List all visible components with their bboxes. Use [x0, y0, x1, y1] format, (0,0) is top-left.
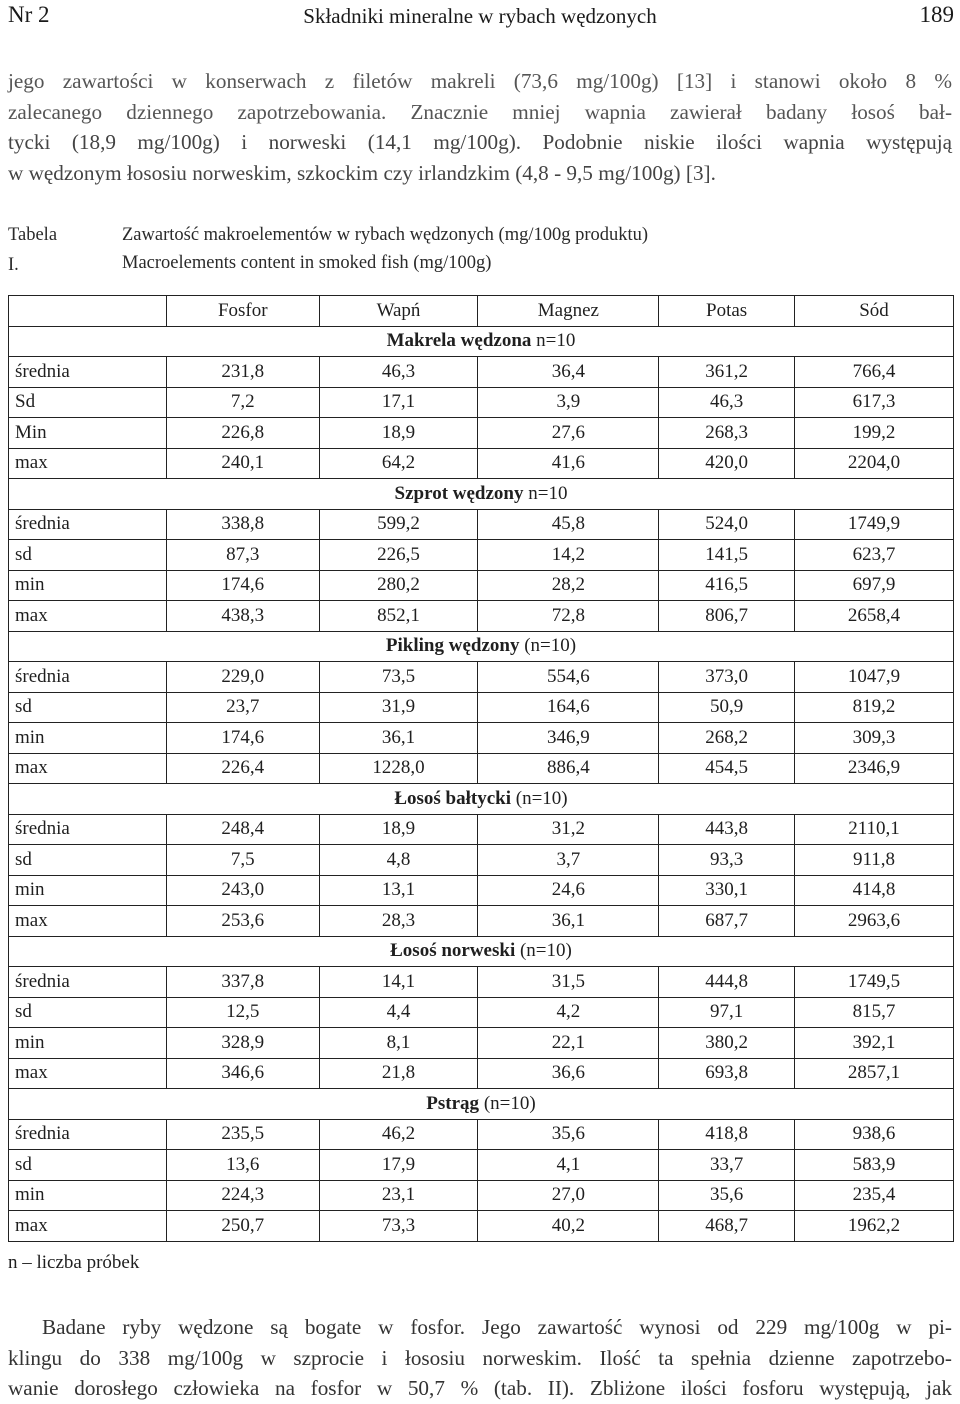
- sample-count: n=10: [536, 330, 576, 352]
- value-cell: 235,4: [795, 1180, 954, 1211]
- text-line: klingu do 338 mg/100g w szprocie i łososiu norweskim. Ilość ta spełnia dzienne zapotrzebo-: [8, 1345, 952, 1370]
- value-cell: 174,6: [167, 570, 320, 601]
- value-cell: 819,2: [795, 692, 954, 723]
- statistic-label: sd: [9, 997, 167, 1028]
- value-cell: 36,4: [478, 357, 659, 388]
- table-title-pl: Zawartość makroelementów w rybach wędzonych (mg/100g produktu): [122, 225, 649, 245]
- value-cell: 229,0: [167, 662, 320, 693]
- section-header-row: [9, 326, 954, 357]
- value-cell: 141,5: [659, 540, 795, 571]
- value-cell: 35,6: [478, 1119, 659, 1150]
- table-footnote: n – liczba próbek: [8, 1252, 140, 1273]
- value-cell: 36,1: [478, 906, 659, 937]
- statistic-label: sd: [9, 540, 167, 571]
- value-cell: 938,6: [795, 1119, 954, 1150]
- value-cell: 50,9: [659, 692, 795, 723]
- column-header: Sód: [795, 296, 954, 327]
- value-cell: 4,2: [478, 997, 659, 1028]
- value-cell: 8,1: [319, 1028, 478, 1059]
- sample-count: (n=10): [524, 635, 577, 657]
- value-cell: 27,0: [478, 1180, 659, 1211]
- value-cell: 28,2: [478, 570, 659, 601]
- text-line: zalecanego dziennego zapotrzebowania. Znacznie mniej wapnia zawierał badany łosoś bał-: [8, 99, 952, 124]
- value-cell: 392,1: [795, 1028, 954, 1059]
- value-cell: 33,7: [659, 1150, 795, 1181]
- value-cell: 64,2: [319, 448, 478, 479]
- fish-name: Łosoś norweski: [390, 940, 516, 962]
- sample-count: (n=10): [515, 787, 568, 809]
- value-cell: 22,1: [478, 1028, 659, 1059]
- section-header-row: [9, 479, 954, 510]
- table-row: [9, 723, 954, 754]
- value-cell: 13,1: [319, 875, 478, 906]
- value-cell: 623,7: [795, 540, 954, 571]
- journal-issue: Nr 2: [8, 2, 50, 27]
- value-cell: 1962,2: [795, 1211, 954, 1242]
- value-cell: 414,8: [795, 875, 954, 906]
- value-cell: 617,3: [795, 387, 954, 418]
- value-cell: 4,1: [478, 1150, 659, 1181]
- value-cell: 72,8: [478, 601, 659, 632]
- statistic-label: min: [9, 875, 167, 906]
- value-cell: 46,2: [319, 1119, 478, 1150]
- value-cell: 454,5: [659, 753, 795, 784]
- value-cell: 36,1: [319, 723, 478, 754]
- statistic-label: min: [9, 723, 167, 754]
- value-cell: 583,9: [795, 1150, 954, 1181]
- value-cell: 226,4: [167, 753, 320, 784]
- table-row: [9, 753, 954, 784]
- value-cell: 7,5: [167, 845, 320, 876]
- statistic-label: Sd: [9, 387, 167, 418]
- value-cell: 45,8: [478, 509, 659, 540]
- table-row: [9, 387, 954, 418]
- value-cell: 235,5: [167, 1119, 320, 1150]
- statistic-label: średnia: [9, 814, 167, 845]
- value-cell: 444,8: [659, 967, 795, 998]
- value-cell: 27,6: [478, 418, 659, 449]
- value-cell: 46,3: [659, 387, 795, 418]
- macroelements-table: [8, 295, 954, 1242]
- value-cell: 248,4: [167, 814, 320, 845]
- statistic-label: min: [9, 1180, 167, 1211]
- value-cell: 1047,9: [795, 662, 954, 693]
- value-cell: 24,6: [478, 875, 659, 906]
- page-number: 189: [919, 2, 954, 27]
- value-cell: 12,5: [167, 997, 320, 1028]
- value-cell: 250,7: [167, 1211, 320, 1242]
- value-cell: 18,9: [319, 814, 478, 845]
- statistic-label: max: [9, 906, 167, 937]
- value-cell: 35,6: [659, 1180, 795, 1211]
- fish-name: Łosoś bałtycki: [394, 787, 512, 809]
- value-cell: 226,5: [319, 540, 478, 571]
- value-cell: 346,6: [167, 1058, 320, 1089]
- value-cell: 886,4: [478, 753, 659, 784]
- table-row: [9, 509, 954, 540]
- table-row: [9, 418, 954, 449]
- table-row: [9, 906, 954, 937]
- value-cell: 3,9: [478, 387, 659, 418]
- statistic-label: średnia: [9, 357, 167, 388]
- value-cell: 1228,0: [319, 753, 478, 784]
- value-cell: 36,6: [478, 1058, 659, 1089]
- statistic-label: max: [9, 753, 167, 784]
- value-cell: 73,3: [319, 1211, 478, 1242]
- value-cell: 18,9: [319, 418, 478, 449]
- value-cell: 337,8: [167, 967, 320, 998]
- statistic-label: min: [9, 570, 167, 601]
- table-body: [9, 326, 954, 1241]
- table-row: [9, 448, 954, 479]
- sample-count: (n=10): [483, 1092, 536, 1114]
- text-line: jego zawartości w konserwach z filetów makreli (73,6 mg/100g) [13] i stanowi około 8 %: [8, 69, 952, 93]
- column-header: Fosfor: [167, 296, 320, 327]
- text-line: w wędzonym łososiu norweskim, szkockim czy irlandzkim (4,8 - 9,5 mg/100g) [3].: [8, 160, 716, 185]
- value-cell: 2204,0: [795, 448, 954, 479]
- text-line: tycki (18,9 mg/100g) i norweski (14,1 mg/100g). Podobnie niskie ilości wapnia występują: [8, 130, 952, 154]
- value-cell: 17,9: [319, 1150, 478, 1181]
- running-header: [0, 0, 960, 32]
- value-cell: 174,6: [167, 723, 320, 754]
- value-cell: 87,3: [167, 540, 320, 571]
- value-cell: 438,3: [167, 601, 320, 632]
- table-row: [9, 875, 954, 906]
- table-row: [9, 692, 954, 723]
- value-cell: 17,1: [319, 387, 478, 418]
- value-cell: 815,7: [795, 997, 954, 1028]
- statistic-label: max: [9, 448, 167, 479]
- fish-name: Pstrąg: [426, 1092, 480, 1114]
- table-row: [9, 1058, 954, 1089]
- fish-name: Szprot wędzony: [394, 482, 524, 504]
- value-cell: 309,3: [795, 723, 954, 754]
- value-cell: 852,1: [319, 601, 478, 632]
- sample-count: n=10: [528, 482, 568, 504]
- statistic-label: sd: [9, 692, 167, 723]
- value-cell: 599,2: [319, 509, 478, 540]
- value-cell: 93,3: [659, 845, 795, 876]
- value-cell: 23,1: [319, 1180, 478, 1211]
- statistic-label: max: [9, 1058, 167, 1089]
- section-header-row: [9, 1089, 954, 1120]
- value-cell: 468,7: [659, 1211, 795, 1242]
- value-cell: 911,8: [795, 845, 954, 876]
- statistic-label: średnia: [9, 509, 167, 540]
- statistic-label: min: [9, 1028, 167, 1059]
- value-cell: 253,6: [167, 906, 320, 937]
- value-cell: 554,6: [478, 662, 659, 693]
- value-cell: 524,0: [659, 509, 795, 540]
- value-cell: 806,7: [659, 601, 795, 632]
- table-row: [9, 814, 954, 845]
- table-row: [9, 1180, 954, 1211]
- table-title-en: Macroelements content in smoked fish (mg/100g): [122, 253, 492, 273]
- value-cell: 2857,1: [795, 1058, 954, 1089]
- intro-paragraph: [8, 66, 952, 188]
- value-cell: 693,8: [659, 1058, 795, 1089]
- table-header-row: [9, 296, 954, 327]
- value-cell: 280,2: [319, 570, 478, 601]
- statistic-label: sd: [9, 1150, 167, 1181]
- fish-section-title: [9, 479, 954, 510]
- value-cell: 1749,5: [795, 967, 954, 998]
- value-cell: 420,0: [659, 448, 795, 479]
- value-cell: 226,8: [167, 418, 320, 449]
- table-row: [9, 1211, 954, 1242]
- value-cell: 97,1: [659, 997, 795, 1028]
- statistic-label: sd: [9, 845, 167, 876]
- section-header-row: [9, 936, 954, 967]
- table-row: [9, 540, 954, 571]
- value-cell: 2346,9: [795, 753, 954, 784]
- value-cell: 418,8: [659, 1119, 795, 1150]
- fish-section-title: [9, 326, 954, 357]
- table-label: Tabela I.: [8, 225, 58, 275]
- value-cell: 14,1: [319, 967, 478, 998]
- value-cell: 14,2: [478, 540, 659, 571]
- statistic-label: max: [9, 1211, 167, 1242]
- value-cell: 13,6: [167, 1150, 320, 1181]
- table-row: [9, 662, 954, 693]
- fish-section-title: [9, 1089, 954, 1120]
- running-title: Składniki mineralne w rybach wędzonych: [303, 4, 657, 28]
- value-cell: 697,9: [795, 570, 954, 601]
- corner-cell: [9, 296, 167, 327]
- value-cell: 31,2: [478, 814, 659, 845]
- value-cell: 330,1: [659, 875, 795, 906]
- column-header: Wapń: [319, 296, 478, 327]
- statistic-label: średnia: [9, 662, 167, 693]
- text-line: Badane ryby wędzone są bogate w fosfor. Jego zawartość wynosi od 229 mg/100g w pi-: [42, 1315, 952, 1339]
- value-cell: 380,2: [659, 1028, 795, 1059]
- table-row: [9, 1150, 954, 1181]
- value-cell: 687,7: [659, 906, 795, 937]
- value-cell: 21,8: [319, 1058, 478, 1089]
- value-cell: 373,0: [659, 662, 795, 693]
- value-cell: 268,3: [659, 418, 795, 449]
- value-cell: 4,4: [319, 997, 478, 1028]
- value-cell: 3,7: [478, 845, 659, 876]
- table-row: [9, 601, 954, 632]
- table-row: [9, 967, 954, 998]
- value-cell: 4,8: [319, 845, 478, 876]
- value-cell: 199,2: [795, 418, 954, 449]
- value-cell: 2963,6: [795, 906, 954, 937]
- value-cell: 224,3: [167, 1180, 320, 1211]
- table-row: [9, 570, 954, 601]
- section-header-row: [9, 631, 954, 662]
- value-cell: 328,9: [167, 1028, 320, 1059]
- sample-count: (n=10): [519, 940, 572, 962]
- table-row: [9, 1028, 954, 1059]
- fish-name: Makrela wędzona: [386, 330, 532, 352]
- value-cell: 240,1: [167, 448, 320, 479]
- value-cell: 361,2: [659, 357, 795, 388]
- statistic-label: średnia: [9, 1119, 167, 1150]
- value-cell: 2110,1: [795, 814, 954, 845]
- value-cell: 31,9: [319, 692, 478, 723]
- column-header: Magnez: [478, 296, 659, 327]
- value-cell: 243,0: [167, 875, 320, 906]
- fish-name: Pikling wędzony: [385, 635, 520, 657]
- value-cell: 268,2: [659, 723, 795, 754]
- column-header: Potas: [659, 296, 795, 327]
- value-cell: 2658,4: [795, 601, 954, 632]
- section-header-row: [9, 784, 954, 815]
- fish-section-title: [9, 784, 954, 815]
- text-line: wanie dorosłego człowieka na fosfor w 50,7 % (tab. II). Zbliżone ilości fosforu występują, jak: [8, 1376, 952, 1400]
- value-cell: 338,8: [167, 509, 320, 540]
- closing-paragraph: [8, 1312, 952, 1404]
- table-row: [9, 357, 954, 388]
- value-cell: 40,2: [478, 1211, 659, 1242]
- table-row: [9, 845, 954, 876]
- statistic-label: Min: [9, 418, 167, 449]
- value-cell: 766,4: [795, 357, 954, 388]
- value-cell: 7,2: [167, 387, 320, 418]
- value-cell: 46,3: [319, 357, 478, 388]
- value-cell: 443,8: [659, 814, 795, 845]
- table-row: [9, 1119, 954, 1150]
- value-cell: 23,7: [167, 692, 320, 723]
- statistic-label: średnia: [9, 967, 167, 998]
- value-cell: 416,5: [659, 570, 795, 601]
- fish-section-title: [9, 936, 954, 967]
- statistic-label: max: [9, 601, 167, 632]
- value-cell: 346,9: [478, 723, 659, 754]
- value-cell: 41,6: [478, 448, 659, 479]
- value-cell: 31,5: [478, 967, 659, 998]
- value-cell: 231,8: [167, 357, 320, 388]
- fish-section-title: [9, 631, 954, 662]
- value-cell: 73,5: [319, 662, 478, 693]
- table-row: [9, 997, 954, 1028]
- value-cell: 1749,9: [795, 509, 954, 540]
- value-cell: 164,6: [478, 692, 659, 723]
- value-cell: 28,3: [319, 906, 478, 937]
